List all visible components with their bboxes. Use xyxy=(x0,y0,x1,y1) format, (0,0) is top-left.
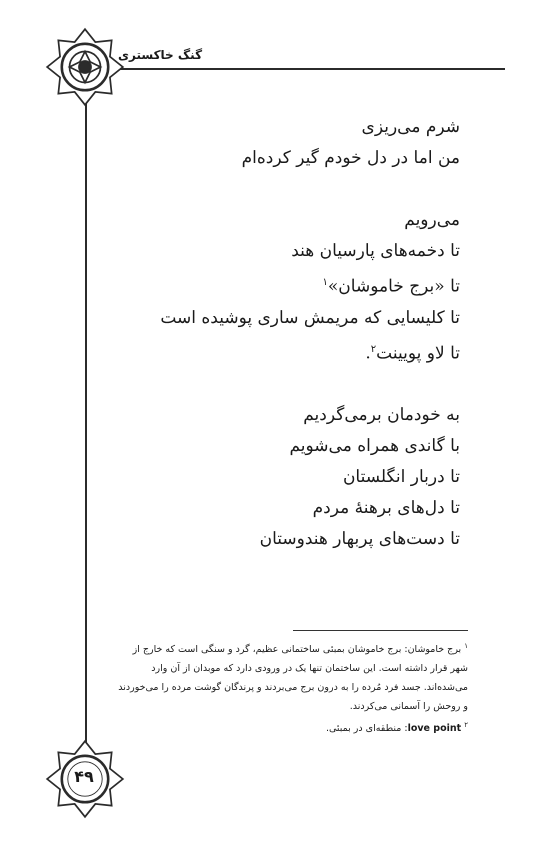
footnote-1-line: و روحش را آسمانی می‌کردند. xyxy=(349,701,468,713)
poem-line-with-note xyxy=(120,334,460,370)
header-rule xyxy=(110,68,505,70)
poem-line: تا دخمه‌های پارسیان هند xyxy=(291,241,460,261)
poem-line: تا دل‌های برهنهٔ مردم xyxy=(312,498,460,519)
stanza-1 xyxy=(120,112,460,174)
footnote-2-mark: ۲ xyxy=(464,721,468,730)
poem-line: تا دربار انگلستان xyxy=(342,467,460,488)
stanza-3 xyxy=(120,400,460,555)
footnote-ref-1[interactable]: ۱ xyxy=(322,277,328,288)
poem-line: با گاندی همراه می‌شویم xyxy=(289,436,460,457)
footnote-text: برج خاموشان: برج خاموشان بمبئی ساختمانی عظیم، گرد و سنگی است که خارج از xyxy=(132,644,462,656)
footnote-ref-2[interactable]: ۲ xyxy=(370,343,377,355)
stanza-2 xyxy=(120,205,460,369)
footnote-1-line xyxy=(88,637,468,659)
footnote-separator xyxy=(293,630,468,631)
poem-line-text: تا لاو پویینت xyxy=(376,343,460,364)
poem-line: تا دست‌های پربهار هندوستان xyxy=(259,529,460,550)
poem-line: می‌رویم xyxy=(404,210,460,230)
poem xyxy=(120,112,460,586)
poem-line: من اما در دل خودم گیر کرده‌ام xyxy=(241,148,460,168)
footnote-1-line: می‌شده‌اند. جسد فرد مُرده را به درون برج می‌بردند و پرندگان گوشت مرده را می‌خوردند xyxy=(118,682,468,694)
poem-line-with-note xyxy=(120,267,460,303)
ornament-top-icon xyxy=(42,24,128,110)
page-number: ۴۹ xyxy=(74,767,94,786)
footnote-1-mark: ۱ xyxy=(464,642,468,650)
footnote-2 xyxy=(88,716,468,738)
poem-line-text: تا «برج خاموشان» xyxy=(327,276,460,297)
footnote-2-text: : منطقه‌ای در بمبئی. xyxy=(325,723,408,735)
footnotes xyxy=(88,637,468,738)
header-title: گنگ خاکستری xyxy=(118,48,203,62)
footnote-2-term: love point xyxy=(407,723,462,735)
left-border-line xyxy=(85,68,87,768)
poem-line: به خودمان برمی‌گردیم xyxy=(303,405,460,426)
line-period: . xyxy=(365,343,371,364)
poem-line: تا کلیسایی که مریمش ساری پوشیده است xyxy=(160,307,460,328)
poem-line: شرم می‌ریزی xyxy=(361,117,460,137)
footnote-1-line: شهر قرار داشته است. این ساختمان تنها یک در ورودی دارد که موبدان از آن وارد xyxy=(151,663,468,675)
